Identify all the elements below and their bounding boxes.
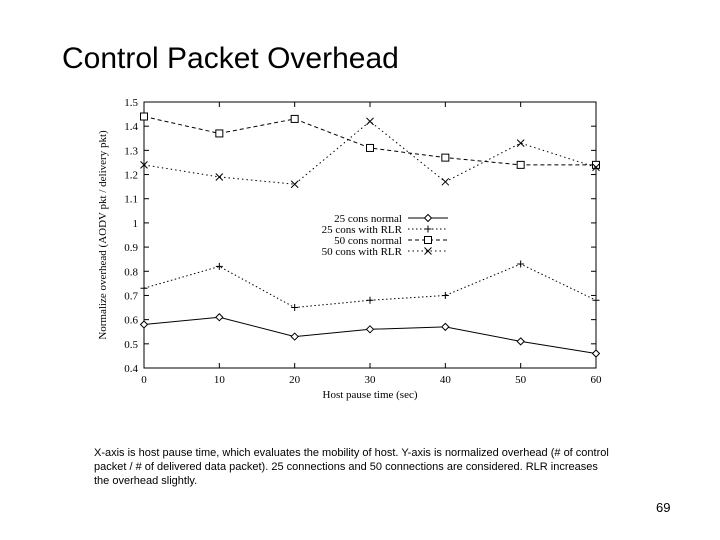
y-tick-label: 0.6	[124, 314, 138, 327]
line-chart	[90, 90, 620, 410]
legend-label: 50 cons with RLR	[321, 246, 402, 258]
data-point-plus	[291, 304, 298, 311]
slide-caption: X-axis is host pause time, which evaluates the mobility of host. Y-axis is normalized overhead (# of control packet / # of delivered data packet). 25 connections and 50 connections are considered. RLR increases the overhead slightly.	[94, 447, 609, 487]
data-point-plus	[216, 263, 223, 270]
y-tick-label: 1.1	[124, 193, 138, 206]
series-line	[144, 317, 596, 353]
y-tick-label: 1	[132, 217, 138, 230]
series-4	[141, 118, 600, 188]
data-point-plus	[593, 297, 600, 304]
data-point-cross	[216, 173, 223, 180]
y-tick-label: 1.2	[124, 169, 138, 182]
x-tick-label: 10	[213, 374, 225, 386]
series-line	[144, 117, 596, 165]
data-point-square	[442, 154, 449, 161]
data-point-diamond	[517, 338, 524, 345]
data-point-square	[517, 161, 524, 168]
slide-title: Control Packet Overhead	[62, 42, 399, 75]
data-point-square	[216, 130, 223, 137]
data-point-diamond	[425, 215, 432, 222]
data-point-plus	[442, 292, 449, 299]
x-tick-label: 60	[590, 374, 602, 386]
legend-label: 25 cons with RLR	[321, 224, 402, 236]
y-tick-label: 1.4	[124, 121, 138, 134]
data-point-square	[425, 237, 432, 244]
data-point-square	[141, 113, 148, 120]
x-tick-label: 40	[439, 374, 451, 386]
data-point-diamond	[593, 350, 600, 357]
y-tick-label: 0.7	[124, 290, 138, 303]
data-point-cross	[442, 178, 449, 185]
x-tick-label: 0	[141, 374, 147, 386]
data-point-diamond	[216, 314, 223, 321]
page-number: 69	[656, 500, 671, 515]
x-tick-label: 50	[515, 374, 527, 386]
series-line	[144, 121, 596, 184]
data-point-diamond	[367, 326, 374, 333]
y-tick-label: 0.9	[124, 242, 138, 255]
data-point-diamond	[442, 323, 449, 330]
data-point-square	[367, 144, 374, 151]
y-tick-label: 1.5	[124, 97, 138, 109]
data-point-cross	[367, 118, 374, 125]
x-tick-label: 30	[364, 374, 376, 386]
legend-label: 25 cons normal	[334, 213, 402, 225]
y-tick-label: 0.5	[124, 338, 138, 351]
data-point-plus	[517, 261, 524, 268]
y-axis-label: Normalize overhead (AODV pkt / delivery pkt)	[97, 130, 109, 340]
y-tick-label: 1.3	[124, 145, 138, 158]
y-tick-label: 0.8	[124, 266, 138, 279]
data-point-diamond	[291, 333, 298, 340]
data-point-diamond	[141, 321, 148, 328]
series-2	[141, 261, 600, 312]
x-tick-label: 20	[289, 374, 301, 386]
y-tick-label: 0.4	[124, 363, 138, 375]
data-point-square	[291, 115, 298, 122]
data-point-cross	[517, 140, 524, 147]
data-point-cross	[425, 248, 432, 255]
legend-label: 50 cons normal	[334, 235, 402, 247]
legend	[322, 213, 448, 258]
series-1	[141, 314, 600, 357]
data-point-plus	[141, 285, 148, 292]
data-point-plus	[425, 226, 432, 233]
data-point-plus	[367, 297, 374, 304]
x-axis-label: Host pause time (sec)	[322, 389, 418, 401]
